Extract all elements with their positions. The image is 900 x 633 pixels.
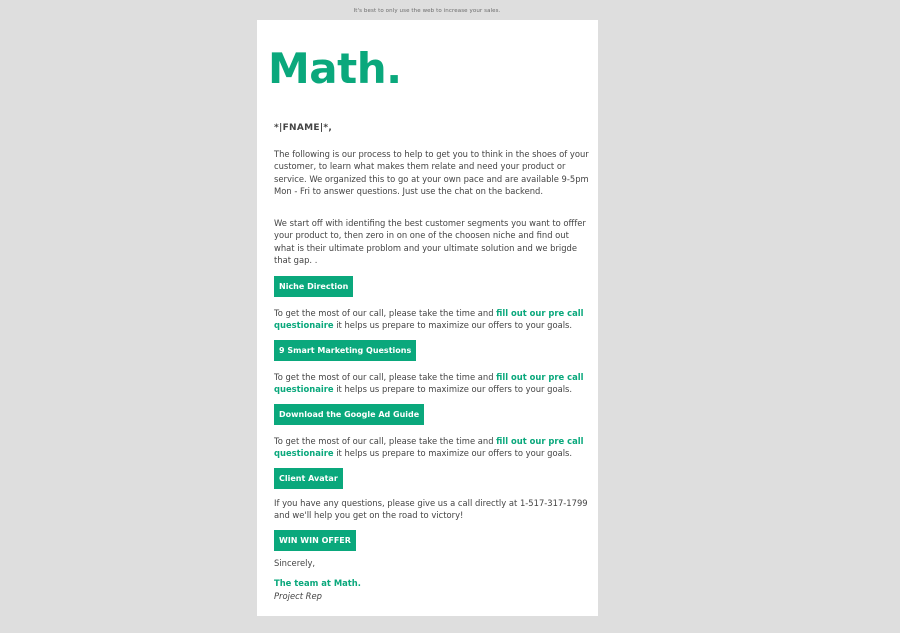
signature-role: Project Rep xyxy=(274,590,322,601)
greeting: *|FNAME|*, xyxy=(274,123,333,133)
email-card xyxy=(257,20,598,616)
marketing-questions-button[interactable]: 9 Smart Marketing Questions xyxy=(274,340,416,361)
note-suffix: it helps us prepare to maximize our offers to your goals. xyxy=(333,384,573,394)
avatar-button-wrap xyxy=(274,468,592,489)
note-prefix: To get the most of our call, please take the time and xyxy=(274,371,497,382)
email-body xyxy=(274,122,592,602)
win-win-offer-button[interactable]: WIN WIN OFFER xyxy=(274,530,356,551)
math-logo: Math. xyxy=(268,44,402,93)
note-prefix: To get the most of our call, please take the time and xyxy=(274,435,497,446)
signature-team: The team at Math. xyxy=(274,578,361,588)
closing: Sincerely, xyxy=(274,557,316,568)
precall-note-2 xyxy=(274,371,592,396)
contact-paragraph: If you have any questions, please give us a call directly at 1-517-317-1799 and we'll help you get on the road to victory! xyxy=(274,497,588,520)
precall-questionaire-link[interactable]: fill out our pre call questionaire xyxy=(274,435,584,458)
note-suffix: it helps us prepare to maximize our offers to your goals. xyxy=(333,320,573,330)
preheader-text: It's best to only use the web to increase your sales. xyxy=(353,8,501,14)
marketing-button-wrap xyxy=(274,340,592,361)
note-prefix: To get the most of our call, please take the time and xyxy=(274,307,497,318)
niche-direction-button[interactable]: Niche Direction xyxy=(274,276,353,297)
intro-paragraph: The following is our process to help to get you to think in the shoes of your customer, to learn what makes them relate and need your product or service. We organized this to go at your own pace and are available 9-5pm Mon - Fri to answer questions. Just use the chat on the backend. xyxy=(274,148,589,196)
precall-note-1 xyxy=(274,307,592,332)
precall-questionaire-link[interactable]: fill out our pre call questionaire xyxy=(274,307,584,330)
precall-questionaire-link[interactable]: fill out our pre call questionaire xyxy=(274,371,584,394)
note-suffix: it helps us prepare to maximize our offers to your goals. xyxy=(333,448,573,458)
niche-button-wrap xyxy=(274,276,592,297)
google-ad-guide-button[interactable]: Download the Google Ad Guide xyxy=(274,404,424,425)
client-avatar-button[interactable]: Client Avatar xyxy=(274,468,343,489)
google-button-wrap xyxy=(274,404,592,425)
winwin-button-wrap xyxy=(274,530,592,551)
segments-paragraph: We start off with identifing the best customer segments you want to offfer your product to, then zero in on one of the choosen niche and find out what is their ultimate problom and your ultimate solution and we brigde that gap. . xyxy=(274,217,586,265)
precall-note-3 xyxy=(274,435,592,460)
